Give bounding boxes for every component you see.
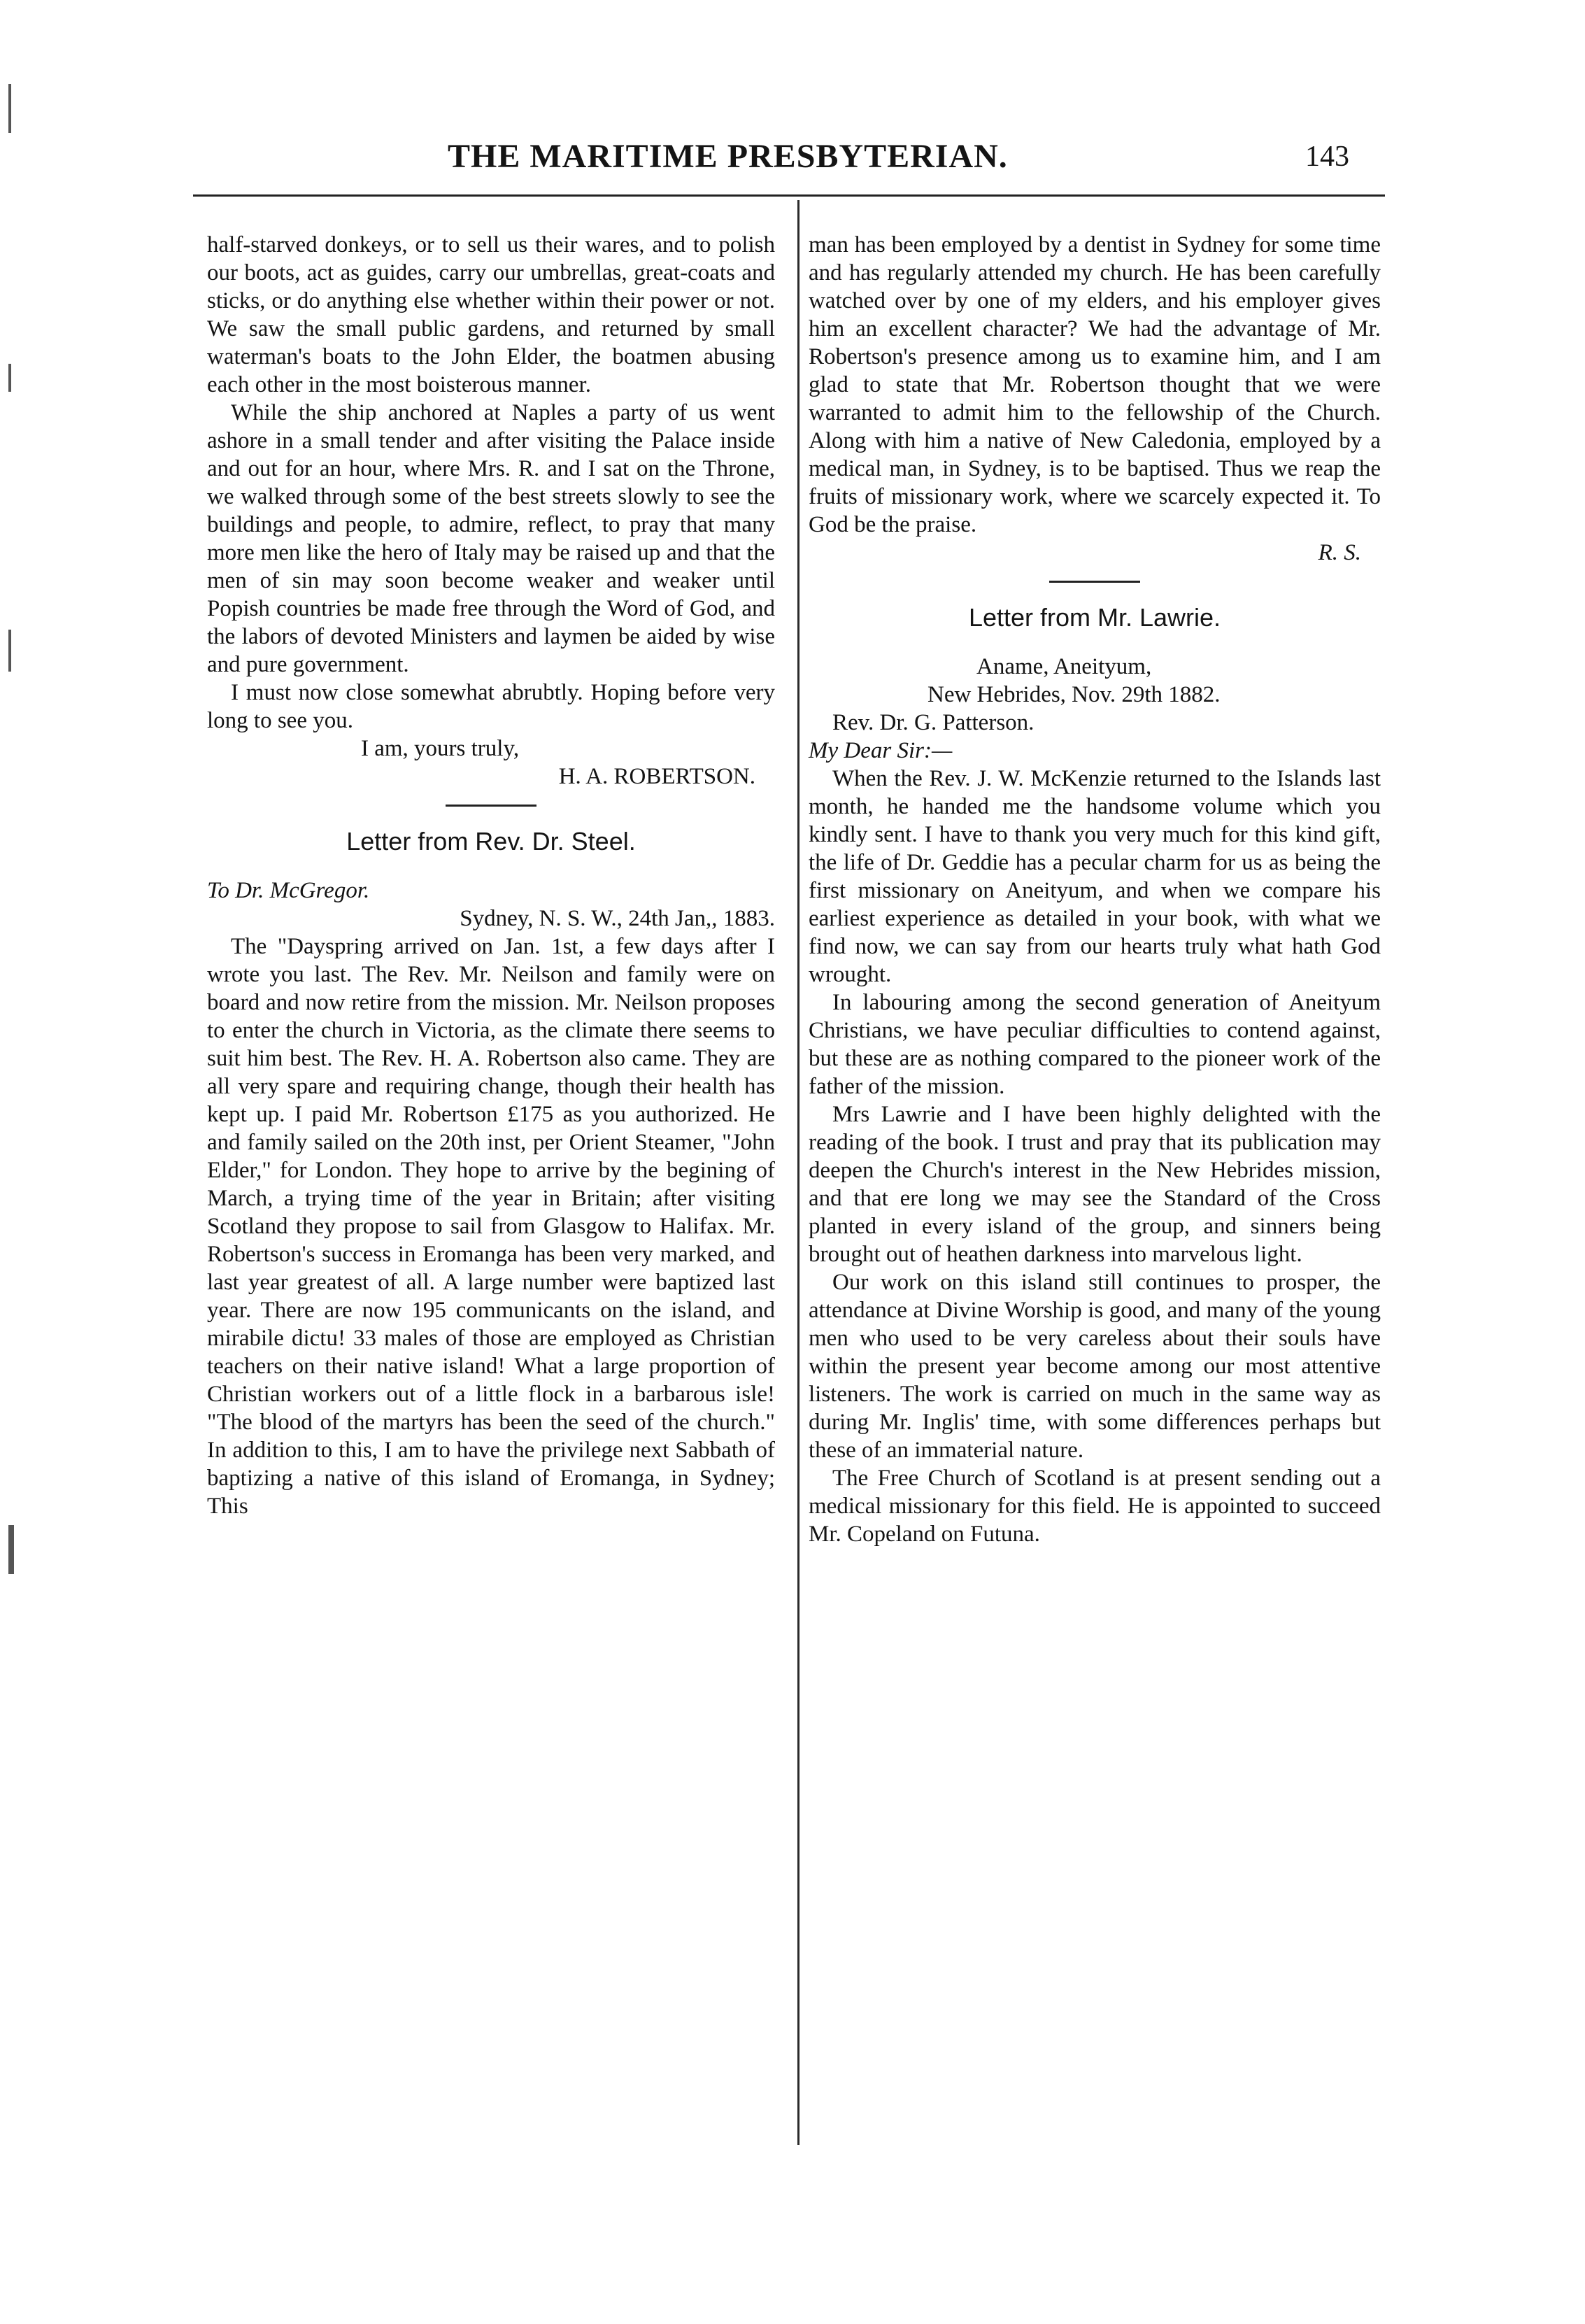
letter-address: Aname, Aneityum, — [976, 654, 1152, 679]
paragraph: half-starved donkeys, or to sell us their wares, and to polish our boots, act as guides, carry our umbrellas, great-coats and sticks, or do anything else whether within their power or not. We saw the small public gardens, and returned by small waterman's boats to the John Elder, the boatmen abusing each other in the most boisterous manner. — [207, 232, 775, 397]
letter-recipient: To Dr. McGregor. — [207, 878, 370, 903]
letter-heading: Letter from Rev. Dr. Steel. — [346, 827, 636, 856]
scan-edge-mark — [8, 1525, 14, 1574]
signature: H. A. ROBERTSON. — [558, 764, 755, 789]
scan-edge-mark — [8, 364, 11, 392]
paragraph: In labouring among the second generation of Aneityum Christians, we have peculiar difficulties to contend against, but these are as nothing compared to the pioneer work of the father of the mission. — [809, 990, 1381, 1099]
header-rule — [193, 194, 1385, 197]
scan-edge-mark — [8, 630, 11, 672]
page-number: 143 — [1305, 141, 1349, 173]
signature-initials: R. S. — [1318, 540, 1361, 565]
letter-dateline: Sydney, N. S. W., 24th Jan,, 1883. — [460, 906, 775, 931]
paragraph: When the Rev. J. W. McKenzie returned to the Islands last month, he handed me the handsome volume which you kindly sent. I have to thank you very much for this kind gift, the life of Dr. Geddie has a pecular charm for us as being the first missionary on Aneityum, and when we compare his earliest experience as detailed in your book, with what we find now, we can say from our hearts truly what hath God wrought. — [809, 766, 1381, 987]
column-rule — [797, 200, 799, 2145]
scan-edge-mark — [8, 84, 11, 133]
paragraph: Mrs Lawrie and I have been highly delighted with the reading of the book. I trust and pray that its publication may deepen the Church's interest in the New Hebrides mission, and that ere long we may see the Standard of the Cross planted in every island of the group, and sinners being brought out of heathen darkness into marvelous light. — [809, 1102, 1381, 1267]
paragraph: Our work on this island still continues to prosper, the attendance at Divine Worship is good, and many of the young men who used to be very careless about their souls have within the present year become among our most attentive listeners. The work is carried on much in the same way as during Mr. Inglis' time, with some differences perhaps but these of an immaterial nature. — [809, 1270, 1381, 1463]
letter-salutation: My Dear Sir:— — [809, 738, 953, 763]
paragraph: The "Dayspring arrived on Jan. 1st, a few days after I wrote you last. The Rev. Mr. Neilson and family were on board and now retire from the mission. Mr. Neilson proposes to enter the church in Victoria, as the climate there seems to suit him best. The Rev. H. A. Robertson also came. They are all very spare and requiring change, though their health has kept up. I paid Mr. Robertson £175 as you authorized. He and family sailed on the 20th inst, per Orient Steamer, "John Elder," for London. They hope to arrive by the begining of March, a trying time of the year in Britain; after visiting Scotland they propose to sail from Glasgow to Halifax. Mr. Robertson's success in Eromanga has been very marked, and last year greatest of all. A large number were baptized last year. There are now 195 communicants on the island, and mirabile dictu! 33 males of those are employed as Christian teachers on their native island! What a large proportion of Christian workers out of a little flock in a barbarous isle! "The blood of the martyrs has been the seed of the church." In addition to this, I am to have the privilege next Sabbath of baptizing a native of this island of Eromanga, in Sydney; This — [207, 934, 775, 1519]
letter-address: New Hebrides, Nov. 29th 1882. — [927, 682, 1221, 707]
running-head: THE MARITIME PRESBYTERIAN. — [448, 138, 1008, 175]
paragraph: I must now close somewhat abrubtly. Hoping before very long to see you. — [207, 680, 775, 733]
paragraph: The Free Church of Scotland is at present sending out a medical missionary for this field. He is appointed to succeed Mr. Copeland on Futuna. — [809, 1466, 1381, 1547]
paragraph: While the ship anchored at Naples a party of us went ashore in a small tender and after visiting the Palace inside and out for an hour, where Mrs. R. and I sat on the Throne, we walked through some of the best streets slowly to see the buildings and people, to admire, reflect, to pray that many more men like the hero of Italy may be raised up and that the men of sin may soon become weaker and weaker until Popish countries be made free through the Word of God, and the labors of devoted Ministers and laymen be aided by wise and pure government. — [207, 400, 775, 677]
right-column — [809, 231, 1381, 1548]
left-column — [207, 231, 775, 1520]
letter-recipient: Rev. Dr. G. Patterson. — [832, 710, 1035, 735]
letter-heading: Letter from Mr. Lawrie. — [968, 603, 1221, 632]
letter-signoff: I am, yours truly, — [361, 736, 520, 761]
paragraph: man has been employed by a dentist in Sydney for some time and has regularly attended my church. He has been carefully watched over by one of my elders, and his employer gives him an excellent character? We had the advantage of Mr. Robertson's presence among us to examine him, and I am glad to state that Mr. Robertson thought that we were warranted to admit him to the fellowship of the Church. Along with him a native of New Caledonia, employed by a medical man, in Sydney, is to be baptised. Thus we reap the fruits of missionary work, where we scarcely expected it. To God be the praise. — [809, 232, 1381, 537]
